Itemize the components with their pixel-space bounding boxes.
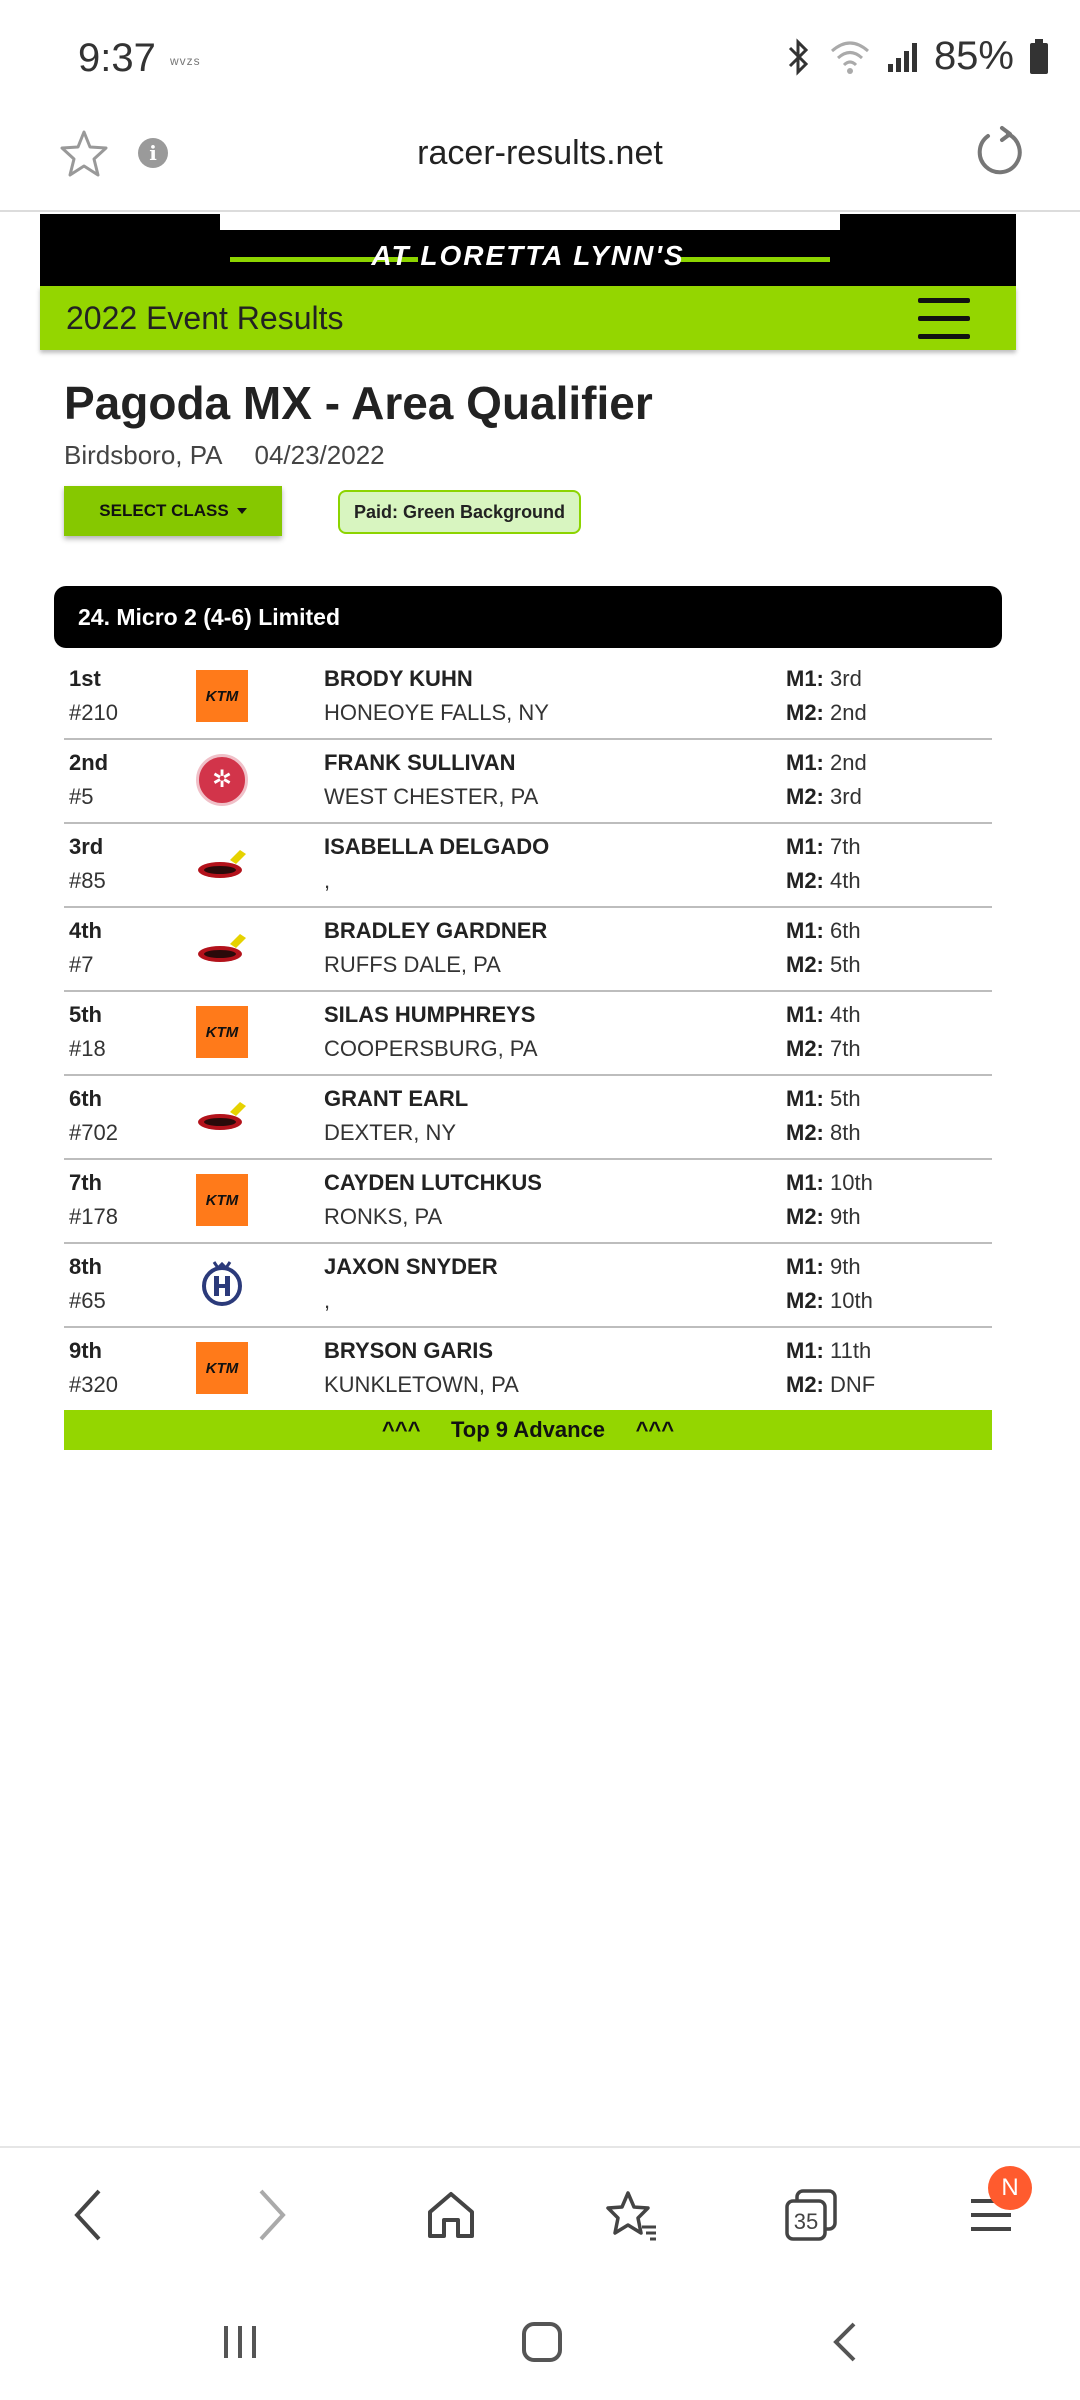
result-position: 2nd	[69, 750, 109, 775]
ktm-logo-icon: KTM	[196, 1342, 248, 1394]
rider-location: ,	[324, 1288, 331, 1313]
cobra-logo-icon	[196, 1090, 248, 1142]
rider-name[interactable]: BRODY KUHN	[324, 666, 473, 691]
rider-location: DEXTER, NY	[324, 1120, 457, 1145]
tabs-icon	[783, 2187, 839, 2243]
moto1-result: M1: 6th	[786, 918, 861, 943]
result-number: #85	[69, 868, 106, 893]
result-number: #7	[69, 952, 94, 977]
reload-icon[interactable]	[972, 124, 1028, 180]
system-home-button[interactable]	[512, 2312, 572, 2372]
result-position: 1st	[69, 666, 101, 691]
svg-text:35: 35	[793, 2209, 819, 2234]
hamburger-menu-icon[interactable]	[918, 298, 970, 340]
result-row[interactable]	[64, 740, 992, 824]
ktm-logo-icon: KTM	[196, 670, 248, 722]
moto2-result: M2: 8th	[786, 1120, 861, 1145]
rider-name[interactable]: JAXON SNYDER	[324, 1254, 498, 1279]
recent-apps-icon	[220, 2322, 260, 2362]
results-table	[64, 656, 992, 1412]
url-bar[interactable]: racer-results.net	[417, 134, 663, 172]
cobra-logo-icon	[196, 922, 248, 974]
rider-name[interactable]: ISABELLA DELGADO	[324, 834, 550, 859]
result-position: 4th	[69, 918, 102, 943]
moto2-result: M2: 2nd	[786, 700, 867, 725]
rider-location: RONKS, PA	[324, 1204, 443, 1229]
result-position: 8th	[69, 1254, 102, 1279]
system-home-icon	[520, 2320, 564, 2364]
rider-name[interactable]: SILAS HUMPHREYS	[324, 1002, 536, 1027]
moto1-result: M1: 10th	[786, 1170, 873, 1195]
system-back-icon	[828, 2320, 864, 2364]
recent-apps-button[interactable]	[210, 2312, 270, 2372]
rider-location: HONEOYE FALLS, NY	[324, 700, 549, 725]
info-icon[interactable]: i	[138, 138, 168, 168]
paid-legend-badge: Paid: Green Background	[338, 490, 581, 534]
moto2-result: M2: 3rd	[786, 784, 862, 809]
status-time: 9:37	[78, 36, 156, 80]
moto2-result: M2: 7th	[786, 1036, 861, 1061]
system-back-button[interactable]	[816, 2312, 876, 2372]
bookmarks-star-icon	[602, 2187, 660, 2243]
moto1-result: M1: 4th	[786, 1002, 861, 1027]
event-location: Birdsboro, PA	[64, 440, 223, 470]
chevron-left-icon	[69, 2187, 109, 2243]
rider-location: WEST CHESTER, PA	[324, 784, 539, 809]
advance-banner: ^^^ Top 9 Advance ^^^	[64, 1410, 992, 1450]
result-row[interactable]	[64, 908, 992, 992]
forward-button[interactable]	[236, 2180, 306, 2250]
notification-badge: N	[988, 2166, 1032, 2210]
moto1-result: M1: 7th	[786, 834, 861, 859]
rider-name[interactable]: BRADLEY GARDNER	[324, 918, 548, 943]
moto2-result: M2: 5th	[786, 952, 861, 977]
bluetooth-icon	[784, 37, 814, 77]
system-nav-bar	[0, 2290, 1080, 2400]
yamaha-logo-icon: ✲	[196, 754, 248, 806]
signal-icon	[886, 40, 920, 74]
result-position: 5th	[69, 1002, 102, 1027]
site-nav-title[interactable]: 2022 Event Results	[66, 300, 344, 336]
result-row[interactable]	[64, 1160, 992, 1244]
result-row[interactable]	[64, 656, 992, 740]
rider-location: RUFFS DALE, PA	[324, 952, 501, 977]
moto2-result: M2: DNF	[786, 1372, 876, 1397]
ktm-logo-icon: KTM	[196, 1006, 248, 1058]
home-icon	[424, 2188, 478, 2242]
result-number: #65	[69, 1288, 106, 1313]
result-position: 7th	[69, 1170, 102, 1195]
select-class-label: SELECT CLASS	[99, 501, 229, 520]
event-date: 04/23/2022	[254, 440, 385, 470]
rider-name[interactable]: CAYDEN LUTCHKUS	[324, 1170, 542, 1195]
result-row[interactable]	[64, 1076, 992, 1160]
battery-percent: 85%	[933, 34, 1014, 78]
rider-location: ,	[324, 868, 331, 893]
result-row[interactable]	[64, 824, 992, 908]
result-row[interactable]	[64, 1244, 992, 1328]
moto1-result: M1: 11th	[786, 1338, 872, 1363]
moto2-result: M2: 4th	[786, 868, 861, 893]
home-button[interactable]	[416, 2180, 486, 2250]
result-number: #5	[69, 784, 94, 809]
result-number: #178	[69, 1204, 118, 1229]
result-position: 3rd	[69, 834, 104, 859]
moto1-result: M1: 5th	[786, 1086, 861, 1111]
status-bar	[0, 0, 1080, 120]
rider-location: COOPERSBURG, PA	[324, 1036, 538, 1061]
rider-name[interactable]: FRANK SULLIVAN	[324, 750, 516, 775]
tabs-button[interactable]	[776, 2180, 846, 2250]
result-row[interactable]	[64, 992, 992, 1076]
event-meta	[64, 440, 385, 471]
result-position: 9th	[69, 1338, 102, 1363]
event-title: Pagoda MX - Area Qualifier	[64, 377, 653, 429]
moto2-result: M2: 10th	[786, 1288, 873, 1313]
browser-bottom-nav	[0, 2146, 1080, 2276]
site-nav	[40, 286, 1016, 350]
rider-name[interactable]: GRANT EARL	[324, 1086, 469, 1111]
browser-toolbar	[0, 120, 1080, 212]
result-number: #210	[69, 700, 118, 725]
back-button[interactable]	[54, 2180, 124, 2250]
bookmarks-button[interactable]	[596, 2180, 666, 2250]
class-title: 24. Micro 2 (4-6) Limited	[54, 586, 1002, 648]
select-class-button[interactable]	[64, 486, 282, 536]
husqvarna-logo-icon	[196, 1258, 248, 1310]
result-number: #320	[69, 1372, 118, 1397]
rider-name[interactable]: BRYSON GARIS	[324, 1338, 494, 1363]
banner-logo-top	[220, 214, 840, 230]
battery-icon	[1028, 38, 1050, 76]
result-number: #702	[69, 1120, 118, 1145]
status-icons	[784, 34, 1050, 79]
wifi-icon	[828, 39, 872, 75]
site-banner	[40, 214, 1016, 286]
result-position: 6th	[69, 1086, 102, 1111]
caret-down-icon	[237, 508, 247, 514]
result-number: #18	[69, 1036, 106, 1061]
cobra-logo-icon	[196, 838, 248, 890]
moto1-result: M1: 9th	[786, 1254, 861, 1279]
banner-text: AT LORETTA LYNN'S	[371, 240, 685, 271]
moto2-result: M2: 9th	[786, 1204, 861, 1229]
ktm-logo-icon: KTM	[196, 1174, 248, 1226]
moto1-result: M1: 2nd	[786, 750, 867, 775]
status-carrier: wvzs	[170, 54, 201, 68]
moto1-result: M1: 3rd	[786, 666, 862, 691]
chevron-right-icon	[251, 2187, 291, 2243]
rider-location: KUNKLETOWN, PA	[324, 1372, 519, 1397]
result-row[interactable]	[64, 1328, 992, 1412]
